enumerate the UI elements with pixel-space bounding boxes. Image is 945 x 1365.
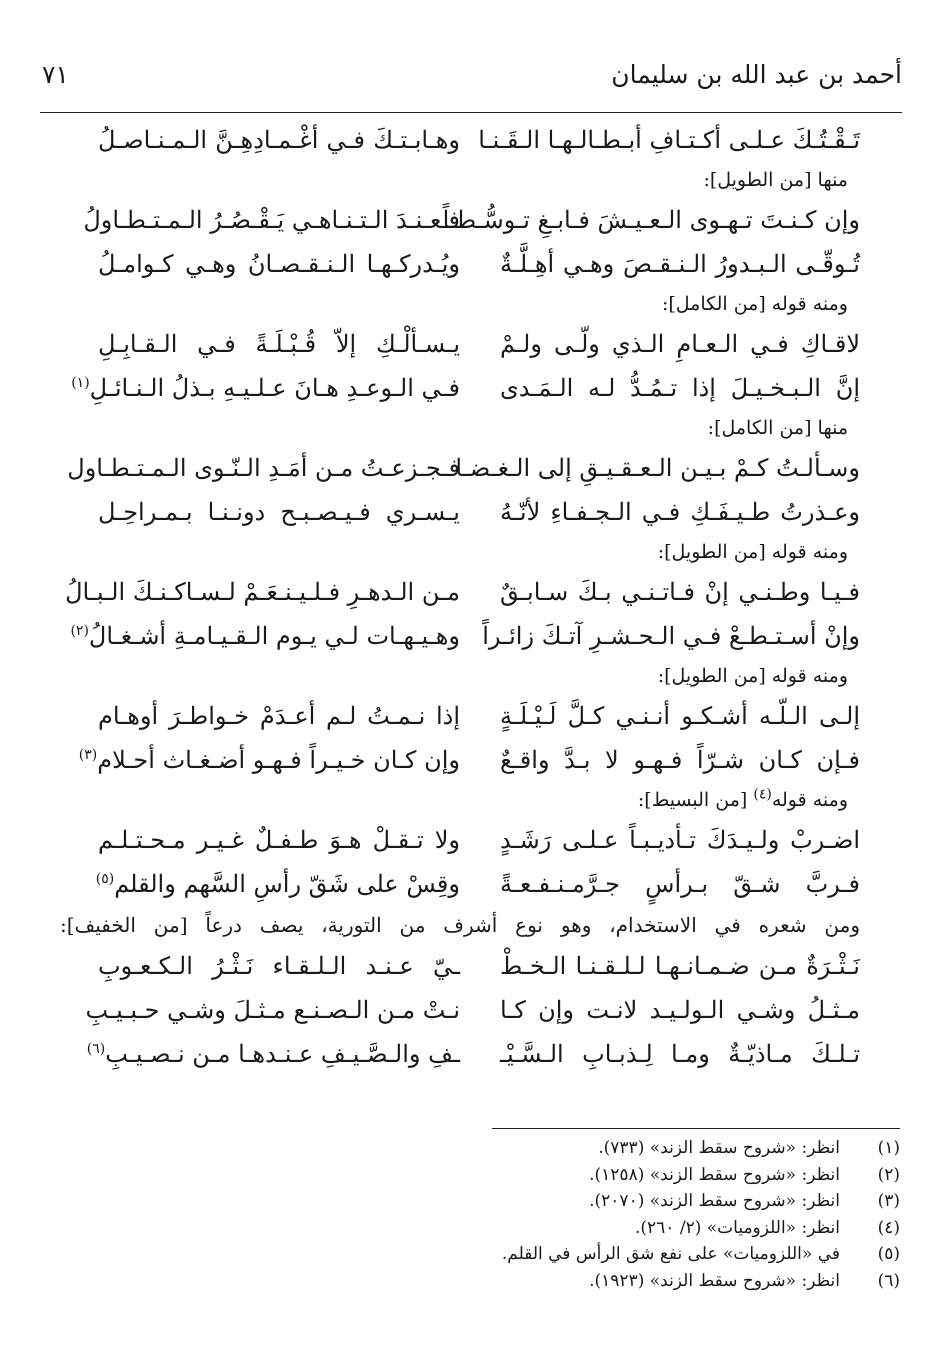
verse-second-hemistich: [71, 366, 460, 410]
verse-first-hemistich: تـلـكَ مـاذيّـةٌ ومـا لِـذبـابِ الـسَّـيْـ: [500, 1040, 860, 1068]
footnote-item: [460, 1188, 900, 1215]
verse-second-hemistich-text: فـجـزعـتُ مـن أمَـدِ الـنّـوى الـمـتـطـاول: [67, 454, 460, 482]
verse-second-hemistich: [95, 862, 460, 906]
footnote-number: (٢): [877, 1164, 900, 1185]
verse-second-hemistich-text: وقِسْ على شَقّ رأسِ السَّهم والقلم: [114, 870, 460, 898]
verse-second-hemistich: [83, 198, 460, 242]
footnote-ref[interactable]: (٢): [70, 623, 89, 639]
verse-first-hemistich: وإنْ أسـتـطـعْ فـي الـحـشـرِ آتـكَ زائـراً: [482, 622, 860, 650]
verse-second-hemistich: [98, 944, 460, 988]
footnote-number: (٤): [877, 1217, 900, 1238]
verse-line: [60, 944, 860, 988]
verse-second-hemistich: [67, 446, 460, 490]
verse-line: [60, 818, 860, 862]
verse-intro: [60, 782, 860, 818]
verse-first-hemistich: اضـربْ ولـيـدَكَ تـأديـبـاً عـلـى رَشَـدٍ: [500, 826, 860, 854]
verse-line: [60, 570, 860, 614]
verse-intro: [60, 534, 860, 570]
verse-first-hemistich: لاقـاكِ فـي الـعـامِ الـذي ولّـى ولـمْ: [500, 330, 860, 358]
verse-second-hemistich-text: يـسـري فـيـصـبـح دونـنـا بـمـراحِـل: [98, 498, 460, 526]
verse-intro-text: ومن شعره في الاستخدام، وهو نوع أشرف من التورية، يصف درعاً [من الخفيف]:: [60, 913, 860, 937]
verse-line: [60, 614, 860, 658]
verse-second-hemistich-text: وإن كـان خـيـراً فـهـو أضـغـاث أحـلام: [97, 746, 460, 774]
verse-intro: [60, 162, 860, 198]
verse-second-hemistich-text: وهـيـهـات لـي يـوم الـقـيـامـةِ أشـغـالُ: [88, 622, 460, 650]
verse-first-hemistich: فـيـا وطـنـي إنْ فـاتـنـي بـكَ سـابـقٌ: [500, 578, 860, 606]
verse-intro-text: ومنه قوله [من الطويل]:: [657, 541, 848, 563]
verse-second-hemistich: [98, 118, 460, 162]
verse-second-hemistich-text: فـي الـوعـدِ هـانَ عـلـيـهِ بـذلُ الـنـائـلِ: [89, 374, 460, 402]
verse-first-hemistich: نَـثْـرَةٌ مـن ضـمـانـهـا لـلـقـنـا الـخـطْ: [500, 952, 860, 980]
verse-line: [60, 446, 860, 490]
footnote-text: انظر: «اللزوميات» (٢/ ٢٦٠).: [634, 1217, 840, 1238]
footnote-number: (٦): [877, 1270, 900, 1291]
footnote-item: [460, 1135, 900, 1162]
verse-second-hemistich: [78, 738, 460, 782]
verse-second-hemistich: [70, 614, 460, 658]
verse-second-hemistich-text: ـفِ والـصَّـيـفِ عـنـدهـا مـن نـصـيـبِ: [105, 1040, 460, 1068]
footnote-ref[interactable]: (٤): [753, 786, 772, 803]
verse-second-hemistich: [98, 694, 460, 738]
footnote-text: انظر: «شروح سقط الزند» (٧٣٣).: [598, 1138, 840, 1158]
verse-first-hemistich: وعـذرتُ طـيـفَـكِ فـي الـجـفـاءِ لأنّـهُ: [500, 498, 860, 526]
footnote-item: [460, 1241, 900, 1268]
page-header: [30, 52, 902, 112]
footnote-item: [460, 1162, 900, 1189]
verse-second-hemistich-text: نـتْ مـن الـصـنـع مـثـلَ وشـي حـبـيـبِ: [85, 996, 460, 1024]
verse-first-hemistich: وإن كـنـتَ تـهـوى الـعـيـشَ فـابـغِ تـوسُّـطـاً: [442, 206, 860, 234]
verse-second-hemistich: [65, 570, 460, 614]
verse-intro: [60, 906, 860, 944]
verse-first-hemistich: تَـقْـتُـكَ عـلـى أكـتـافِ أبـطـالـهـا الـقَـنـا: [478, 126, 860, 154]
verse-line: [60, 118, 860, 162]
verse-line: [60, 490, 860, 534]
verse-intro-text: منها [من الطويل]:: [703, 169, 848, 191]
verse-intro-text: ومنه قوله [من الكامل]:: [661, 293, 848, 315]
verse-line: [60, 198, 860, 242]
verse-first-hemistich: مـثـلُ وشـي الـولـيـد لانـت وإن كـا: [500, 996, 860, 1024]
verse-line: [60, 862, 860, 906]
footnote-rule: [492, 1128, 900, 1129]
verse-second-hemistich: [98, 242, 460, 286]
footnote-ref[interactable]: (٣): [78, 747, 98, 763]
verse-second-hemistich: [98, 490, 460, 534]
verse-second-hemistich-text: ـيّ عـنـد الـلـقـاء نَـثْـرُ الـكـعـوبِ: [98, 952, 460, 980]
footnote-text: انظر: «شروح سقط الزند» (١٩٢٣).: [589, 1270, 840, 1291]
verse-second-hemistich: [85, 988, 460, 1032]
page-number: ٧١: [42, 60, 69, 89]
footnote-number: (٥): [877, 1244, 900, 1264]
verse-intro: [60, 658, 860, 694]
verse-second-hemistich: [98, 322, 460, 366]
footnote-number: (٣): [877, 1191, 900, 1211]
running-title: أحمد بن عبد الله بن سليمان: [611, 60, 902, 89]
footnotes: [460, 1135, 900, 1294]
footnote-text: انظر: «شروح سقط الزند» (١٢٥٨).: [589, 1164, 840, 1185]
verse-second-hemistich-text: ولا تـقـلْ هـوَ طـفـلٌ غـيـر مـحـتـلـم: [98, 826, 460, 854]
verse-intro-text: منها [من الكامل]:: [707, 417, 848, 439]
footnote-number: (١): [877, 1138, 900, 1158]
verse-first-hemistich: فـربَّ شـقّ بـرأسٍ جـرَّمـنـفـعـةً: [500, 870, 860, 898]
verse-first-hemistich: إلـى الـلّـه أشـكـو أنـنـي كـلَّ لَـيْـلَـةٍ: [500, 702, 860, 730]
footnote-text: انظر: «شروح سقط الزند» (٢٠٧٠).: [589, 1191, 840, 1211]
footnote-text: في «اللزوميات» على نفع شق الرأس في القلم.: [501, 1244, 840, 1264]
verse-second-hemistich: [98, 818, 460, 862]
verse-line: [60, 1032, 860, 1076]
verse-line: [60, 366, 860, 410]
verse-second-hemistich-text: مـن الـدهـرِ فـلـيـنـعَـمْ لـسـاكـنـكَ الـبـالُ: [65, 578, 460, 606]
verse-intro: [60, 410, 860, 446]
verse-second-hemistich-text: فـعـنـدَ الـتـنـاهـي يَـقْـصُـرُ الـمـتـطـاولُ: [83, 206, 460, 234]
verse-line: [60, 242, 860, 286]
verse-first-hemistich: فـإن كـان شـرّاً فـهـو لا بـدَّ واقـعٌ: [500, 746, 860, 774]
verse-line: [60, 694, 860, 738]
verse-line: [60, 322, 860, 366]
verse-second-hemistich-text: إذا نـمـتُ لـم أعـدَمْ خـواطـرَ أوهـام: [98, 702, 460, 730]
verse-second-hemistich-text: ويُـدركـهـا الـنـقـصـانُ وهـي كـوامـلُ: [98, 250, 460, 278]
footnote-ref[interactable]: (٦): [86, 1041, 106, 1057]
footnote-ref[interactable]: (١): [71, 375, 90, 391]
verse-first-hemistich: إنَّ الـبـخـيـلَ إذا تـمُـدُّ لـه الـمَـدى: [500, 374, 860, 402]
verse-intro: [60, 286, 860, 322]
verse-intro-text: ومنه قوله: [771, 789, 848, 811]
verse-line: [60, 738, 860, 782]
verse-intro-meter: [من البسيط]:: [637, 789, 754, 811]
verse-first-hemistich: تُـوقّـى الـبـدورُ الـنـقـصَ وهـي أهِـلَّـةٌ: [500, 250, 860, 278]
verse-first-hemistich: وسـألـتُ كـمْ بـيـن الـعـقـيـقِ إلى الـغـضـا: [455, 454, 860, 482]
verse-intro-text: ومنه قوله [من الطويل]:: [657, 665, 848, 687]
verse-line: [60, 988, 860, 1032]
footnote-item: [460, 1268, 900, 1295]
verse-second-hemistich: [86, 1032, 460, 1076]
footnote-ref[interactable]: (٥): [95, 871, 115, 887]
verse-second-hemistich-text: وهـابـتـكَ فـي أغْـمـادِهِـنَّ الـمـنـاصـلُ: [98, 126, 460, 154]
verse-second-hemistich-text: يـسـألْـكِ إلاّ قُـبْـلَـةً فـي الـقـابِـلِ: [98, 330, 460, 358]
header-rule: [40, 112, 902, 113]
poem-body: [60, 118, 860, 1076]
footnote-item: [460, 1215, 900, 1242]
